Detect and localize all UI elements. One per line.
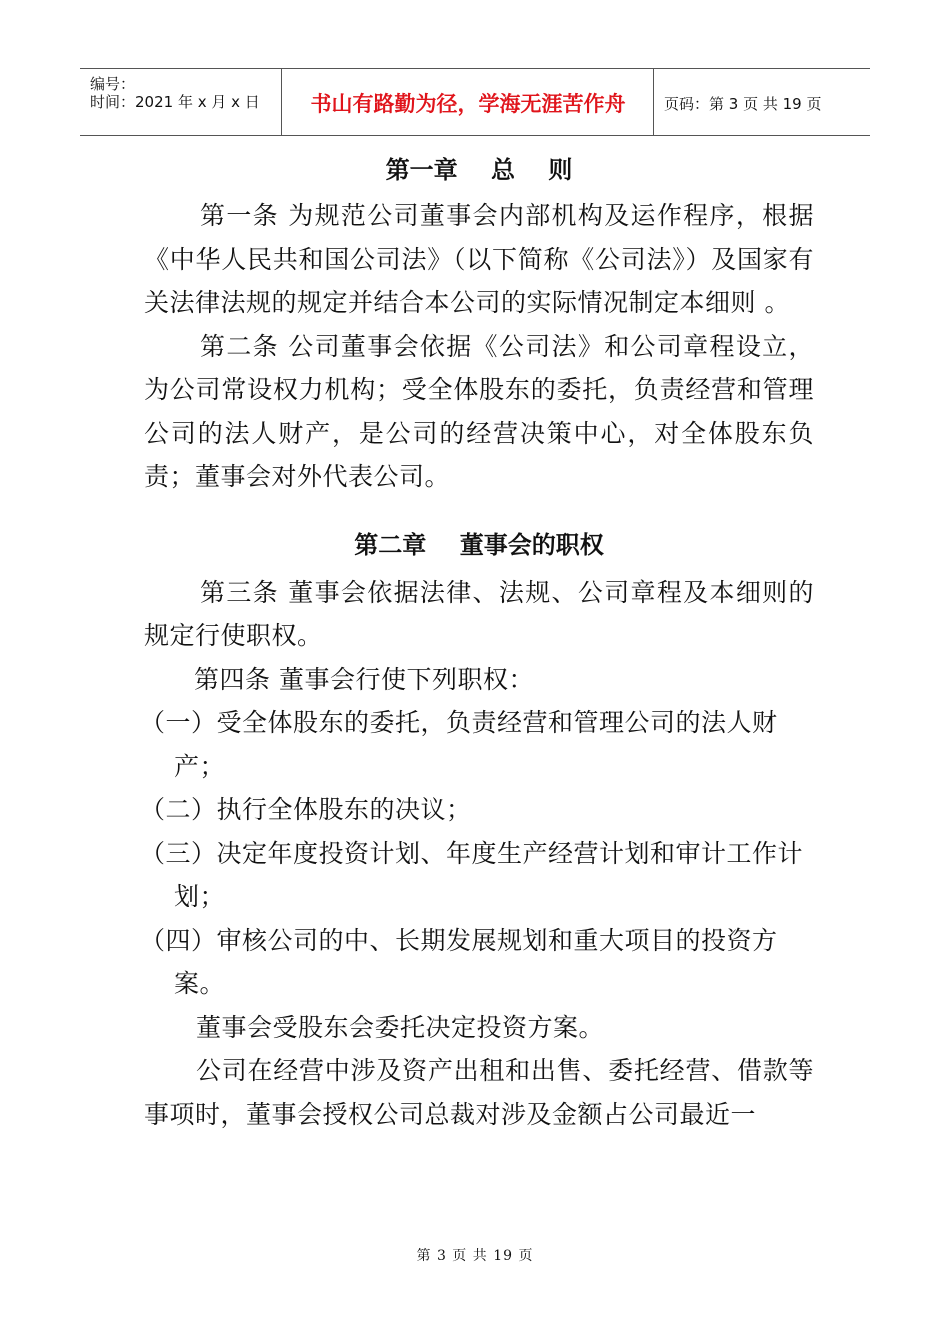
list-item: （二）执行全体股东的决议；	[140, 795, 472, 824]
article-paragraph: 第四条 董事会行使下列职权：	[194, 664, 534, 694]
document-body	[140, 150, 814, 1136]
header-page-cell	[654, 69, 870, 135]
chapter-title: 第一章 总 则	[385, 156, 573, 184]
list-item: （三）决定年度投资计划、年度生产经营计划和审计工作计划；	[140, 838, 804, 911]
chapter-title: 第二章 董事会的职权	[354, 530, 604, 559]
header-motto: 书山有路勤为径，学海无涯苦作舟	[310, 92, 626, 116]
header-motto-cell	[282, 69, 654, 135]
document-header	[80, 68, 870, 136]
document-number-label: 编号：	[90, 75, 136, 93]
body-paragraph: 公司在经营中涉及资产出租和出售、委托经营、借款等事项时，董事会授权公司总裁对涉及金额占公司最近一	[144, 1056, 814, 1129]
header-meta-cell	[80, 69, 282, 135]
list-item: （四）审核公司的中、长期发展规划和重大项目的投资方案。	[140, 925, 778, 998]
article-paragraph: 第三条 董事会依据法律、法规、公司章程及本细则的规定行使职权。	[144, 577, 814, 650]
article-paragraph: 第二条 公司董事会依据《公司法》和公司章程设立，为公司常设权力机构；受全体股东的委托，负责经营和管理公司的法人财产，是公司的经营决策中心，对全体股东负责；董事会对外代表公司。	[144, 331, 814, 491]
page-footer: 第 3 页 共 19 页	[416, 1248, 534, 1264]
list-item: （一）受全体股东的委托，负责经营和管理公司的法人财产；	[140, 708, 778, 781]
header-page-info: 页码：第 3 页 共 19 页	[664, 95, 822, 113]
article-paragraph: 第一条 为规范公司董事会内部机构及运作程序，根据《中华人民共和国公司法》（以下简称《公司法》）及国家有关法律法规的规定并结合本公司的实际情况制定本细则 。	[144, 201, 814, 317]
document-time-label: 时间：2021 年 x 月 x 日	[90, 93, 260, 111]
body-paragraph: 董事会受股东会委托决定投资方案。	[196, 1012, 605, 1042]
